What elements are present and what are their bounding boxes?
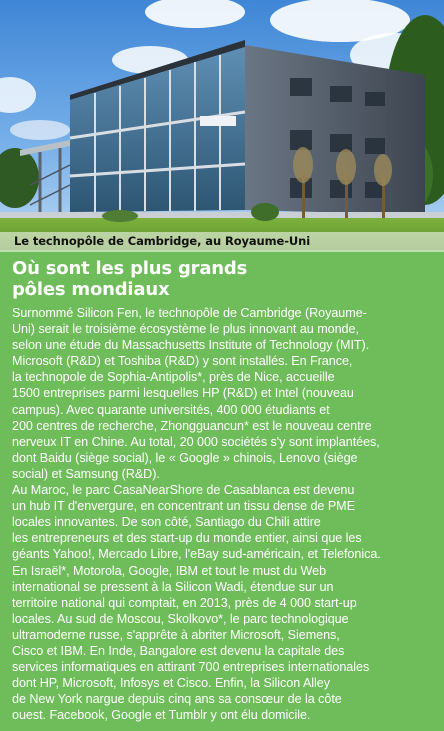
body-line: de New York nargue depuis cinq ans sa consœur de la côte <box>12 692 342 707</box>
body-line: services informatiques en attirant 700 entreprises internationales <box>12 660 370 675</box>
body-line: la technopole de Sophia-Antipolis*, près de Nice, accueille <box>12 370 335 385</box>
heading-line: Où sont les plus grands <box>12 258 248 279</box>
body-line: territoire national qui comptait, en 2013, près de 4 000 start-up <box>12 595 357 610</box>
body-line: campus). Avec quarante universités, 400 000 étudiants et <box>12 402 330 417</box>
article-heading <box>12 258 432 300</box>
body-line: En Israël*, Motorola, Google, IBM et tout le must du Web <box>12 563 327 578</box>
body-line: social) et Samsung (R&D). <box>12 466 160 481</box>
body-line: Cisco et IBM. En Inde, Bangalore est devenu la capitale des <box>12 643 345 658</box>
body-line: nerveux IT en Chine. Au total, 20 000 sociétés s'y sont implantées, <box>12 434 380 449</box>
body-line: les entrepreneurs et des start-up du monde entier, ainsi que les <box>12 531 362 546</box>
body-line: 1500 entreprises parmi lesquelles HP (R&D) et Intel (nouveau <box>12 386 354 401</box>
body-line: un hub IT d'envergure, en concentrant un tissu dense de PME <box>12 499 355 514</box>
body-line: international se pressent à la Silicon Wadi, étendue sur un <box>12 579 334 594</box>
body-line: locales. Au sud de Moscou, Skolkovo*, le parc technologique <box>12 611 349 626</box>
body-line: ouest. Facebook, Google et Tumblr y ont élu domicile. <box>12 708 311 723</box>
cambridge-building-photo <box>0 0 444 250</box>
body-line: Au Maroc, le parc CasaNearShore de Casablanca est devenu <box>12 483 355 498</box>
body-line: géants Yahoo!, Mercado Libre, l'eBay sud-américain, et Telefonica. <box>12 547 381 562</box>
body-line: Microsoft (R&D) et Toshiba (R&D) y sont installés. En France, <box>12 354 353 369</box>
body-line: locales innovantes. De son côté, Santiago du Chili attire <box>12 515 321 530</box>
body-line: dont Baidu (siège social), le « Google » chinois, Lenovo (siège <box>12 450 358 465</box>
photo-caption: Le technopôle de Cambridge, au Royaume-Uni <box>14 234 311 248</box>
heading-line: pôles mondiaux <box>12 279 170 300</box>
body-line: Surnommé Silicon Fen, le technopôle de Cambridge (Royaume- <box>12 306 367 320</box>
body-line: ultramoderne russe, s'apprête à abriter Microsoft, Siemens, <box>12 627 340 642</box>
body-line: Uni) serait le troisième écosystème le plus innovant au monde, <box>12 322 359 337</box>
article-body <box>12 305 436 723</box>
body-line: 200 centres de recherche, Zhongguancun* est le nouveau centre <box>12 418 372 433</box>
body-line: dont HP, Microsoft, Infosys et Cisco. Enfin, la Silicon Alley <box>12 676 330 691</box>
body-line: selon une étude du Massachusetts Institute of Technology (MIT). <box>12 338 370 353</box>
